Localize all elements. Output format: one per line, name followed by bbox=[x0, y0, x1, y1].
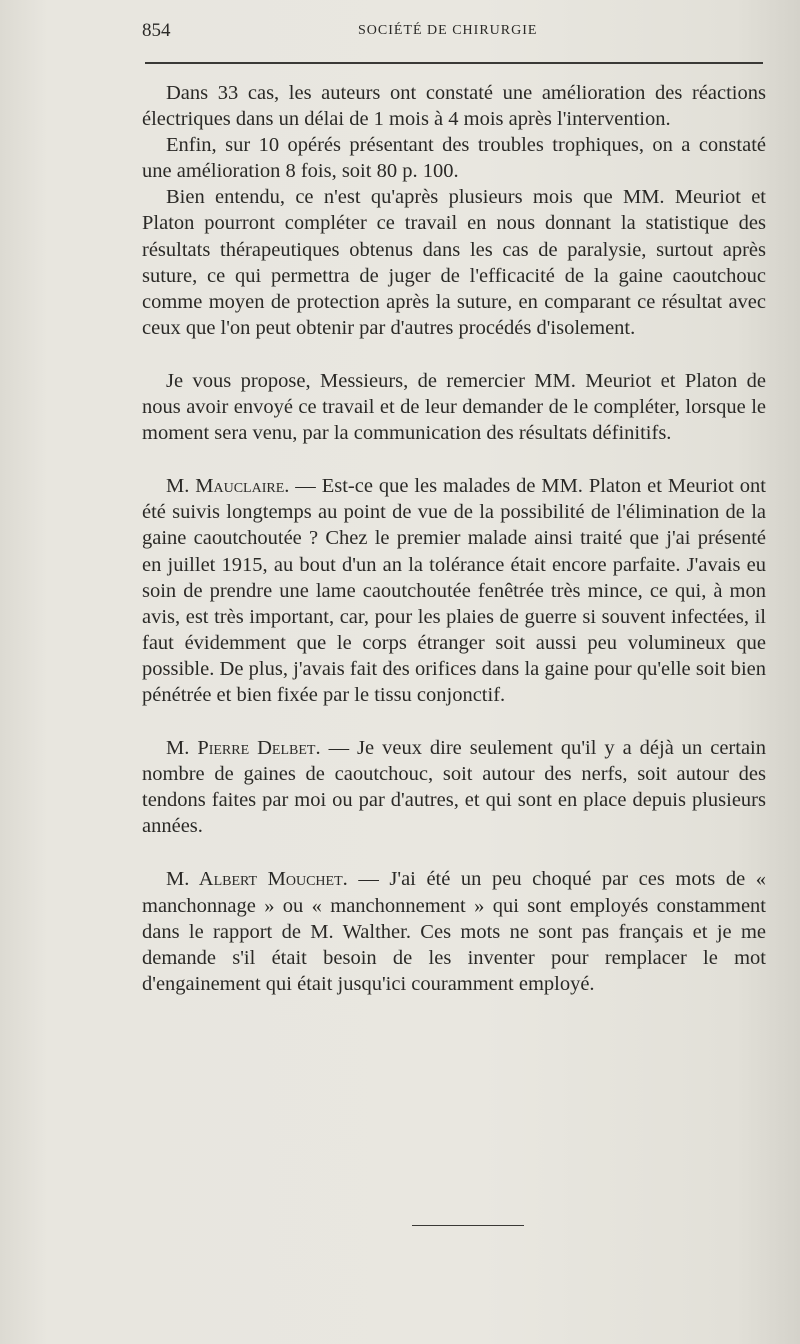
paragraph-results-trophic: Enfin, sur 10 opérés présentant des troubles trophiques, on a constaté une amélioration 8 fois, soit 80 p. 100. bbox=[142, 134, 766, 183]
header-rule bbox=[145, 62, 763, 64]
speaker-name: M. Pierre Delbet. bbox=[166, 737, 321, 760]
paragraph-gap bbox=[142, 839, 766, 866]
speaker-remarks: — Je veux dire seulement qu'il y a déjà un certain nombre de gaines de caoutchouc, soit autour des nerfs, soit autour des tendons faites par moi ou par d'autres, et qui sont en place depuis plusieurs années. bbox=[142, 737, 767, 838]
body-text bbox=[142, 80, 766, 997]
speaker-name: M. Mauclaire. bbox=[166, 475, 290, 498]
page-number: 854 bbox=[142, 20, 171, 41]
speaker-remarks: — Est-ce que les malades de MM. Platon et Meuriot ont été suivis longtemps au point de vue de la possibilité de l'élimination de la gaine caoutchoutée ? Chez le premier malade ainsi traité que j'ai présenté en juillet 1915, au bout d'un an la tolérance était encore parfaite. J'avais eu soin de prendre une lame caoutchoutée fenêtrée très mince, ce qui, à mon avis, est très important, car, pour les plaies de guerre si souvent infectées, il faut évidemment que le corps étranger soit aussi peu volumineux que possible. De plus, j'avais fait des orifices dans la gaine pour qu'elle soit bien pénétrée et bien fixée par le tissu conjonctif. bbox=[142, 475, 766, 706]
paragraph-mouchet bbox=[142, 866, 766, 996]
page-header bbox=[0, 18, 800, 48]
paragraph-gap bbox=[142, 708, 766, 735]
speaker-remarks: — J'ai été un peu choqué par ces mots de « manchonnage » ou « manchonnement » qui sont employés constamment dans le rapport de M. Walther. Ces mots ne sont pas français et je me demande s'il était besoin de les inventer pour remplacer le mot d'engainement qui était jusqu'ici couramment employé. bbox=[142, 868, 766, 995]
paragraph-gap bbox=[142, 446, 766, 473]
paragraph-future-statistics: Bien entendu, ce n'est qu'après plusieurs mois que MM. Meuriot et Platon pourront compléter ce travail en nous donnant la statistique des résultats thérapeutiques obtenus dans les cas de paralysie, surtout après suture, ce qui permettra de juger de l'efficacité de la gaine caoutchouc comme moyen de protection après la suture, en comparant ce résultat avec ceux que l'on peut obtenir par d'autres procédés d'isolement. bbox=[142, 186, 766, 339]
end-rule bbox=[412, 1225, 524, 1226]
paragraph-proposal: Je vous propose, Messieurs, de remercier MM. Meuriot et Platon de nous avoir envoyé ce travail et de leur demander de le compléter, lorsque le moment sera venu, par la communication des résultats définitifs. bbox=[142, 369, 766, 445]
paragraph-delbet bbox=[142, 735, 766, 839]
paragraph-mauclaire bbox=[142, 473, 766, 708]
paragraph-gap bbox=[142, 341, 766, 368]
paragraph-results-electrical: Dans 33 cas, les auteurs ont constaté une amélioration des réactions électriques dans un délai de 1 mois à 4 mois après l'intervention. bbox=[142, 82, 766, 131]
running-title: SOCIÉTÉ DE CHIRURGIE bbox=[358, 23, 538, 38]
speaker-name: M. Albert Mouchet. bbox=[166, 868, 348, 891]
